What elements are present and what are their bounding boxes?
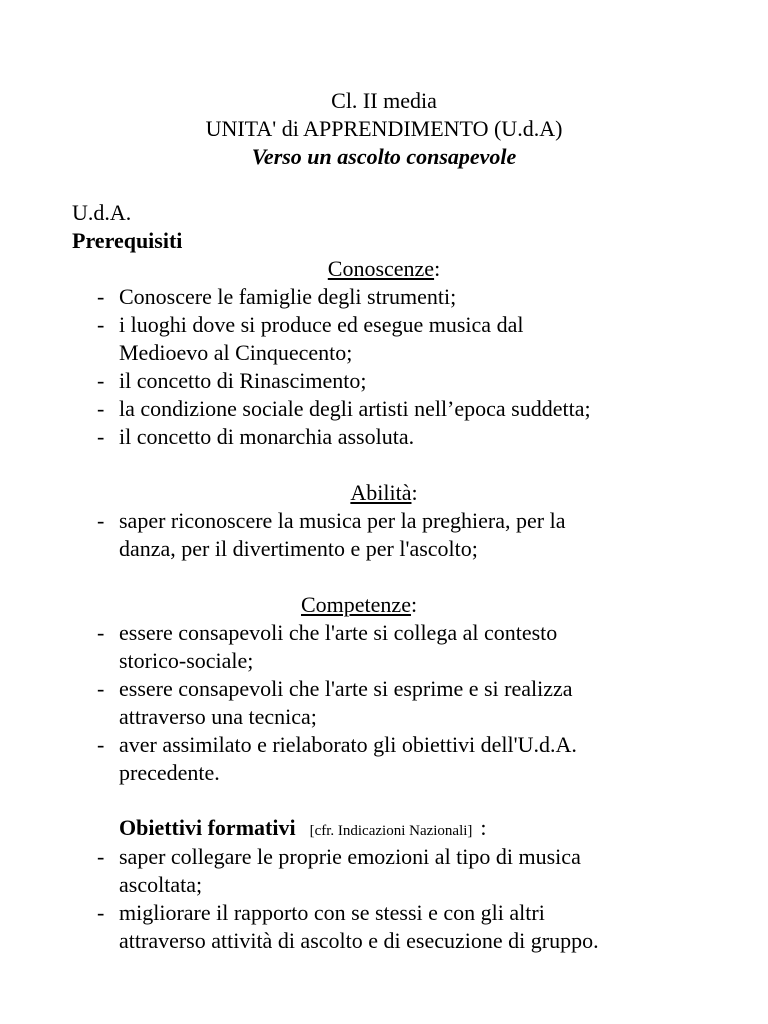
competenze-heading: [301, 591, 417, 619]
obiettivi-heading-text: Obiettivi formativi: [119, 815, 296, 840]
abilita-item-1-line-1: saper riconoscere la musica per la preghiera, per la: [119, 508, 566, 533]
conoscenze-item-2-line-2: Medioevo al Cinquecento;: [119, 340, 353, 365]
competenze-item-1-line-1: essere consapevoli che l'arte si collega al contesto: [119, 620, 558, 645]
competenze-item-3-line-2: precedente.: [119, 760, 220, 785]
conoscenze-colon: :: [434, 256, 441, 281]
bullet-dash: -: [97, 508, 105, 533]
bullet-dash: -: [97, 732, 105, 757]
unit-title: UNITA' di APPRENDIMENTO (U.d.A): [205, 116, 563, 141]
abilita-heading: [0, 479, 768, 507]
obiettivi-heading: [119, 814, 487, 845]
competenze-item-2-line-1: essere consapevoli che l'arte si esprime e si realizza: [119, 676, 573, 701]
conoscenze-heading-text: Conoscenze: [327, 256, 435, 281]
bullet-dash: -: [97, 312, 105, 337]
prerequisiti-heading: Prerequisiti: [72, 228, 183, 253]
obiettivi-colon: :: [480, 815, 487, 840]
competenze-colon: :: [410, 592, 418, 617]
obiettivi-item-1-line-2: ascoltata;: [119, 872, 203, 897]
competenze-heading-text: Competenze: [301, 592, 411, 617]
obiettivi-item-1-line-1: saper collegare le proprie emozioni al tipo di musica: [119, 844, 581, 869]
bullet-dash: -: [97, 900, 105, 925]
obiettivi-item-2-line-2: attraverso attività di ascolto e di esecuzione di gruppo.: [119, 928, 599, 953]
bullet-dash: -: [97, 284, 105, 309]
bullet-dash: -: [97, 676, 105, 701]
class-line: Cl. II media: [331, 88, 437, 113]
competenze-item-1-line-2: storico-sociale;: [119, 648, 254, 673]
bullet-dash: -: [97, 844, 105, 869]
competenze-item-2-line-2: attraverso una tecnica;: [119, 704, 317, 729]
conoscenze-item-5: il concetto di monarchia assoluta.: [119, 424, 415, 449]
obiettivi-reference: [cfr. Indicazioni Nazionali]: [309, 823, 473, 839]
obiettivi-item-2-line-1: migliorare il rapporto con se stessi e con gli altri: [119, 900, 545, 925]
conoscenze-item-1: Conoscere le famiglie degli strumenti;: [119, 284, 457, 309]
conoscenze-item-4: la condizione sociale degli artisti nell’epoca suddetta;: [119, 396, 591, 421]
abilita-item-1-line-2: danza, per il divertimento e per l'ascolto;: [119, 536, 478, 561]
conoscenze-item-3: il concetto di Rinascimento;: [119, 368, 367, 393]
conoscenze-heading: [0, 255, 768, 283]
bullet-dash: -: [97, 368, 105, 393]
unit-subtitle: Verso un ascolto consapevole: [251, 144, 517, 169]
competenze-item-3-line-1: aver assimilato e rielaborato gli obiettivi dell'U.d.A.: [119, 732, 577, 757]
bullet-dash: -: [97, 424, 105, 449]
abilita-colon: :: [411, 480, 418, 505]
bullet-dash: -: [97, 620, 105, 645]
abilita-heading-text: Abilità: [350, 480, 412, 505]
bullet-dash: -: [97, 396, 105, 421]
uda-label: U.d.A.: [72, 200, 132, 225]
conoscenze-item-2-line-1: i luoghi dove si produce ed esegue musica dal: [119, 312, 524, 337]
